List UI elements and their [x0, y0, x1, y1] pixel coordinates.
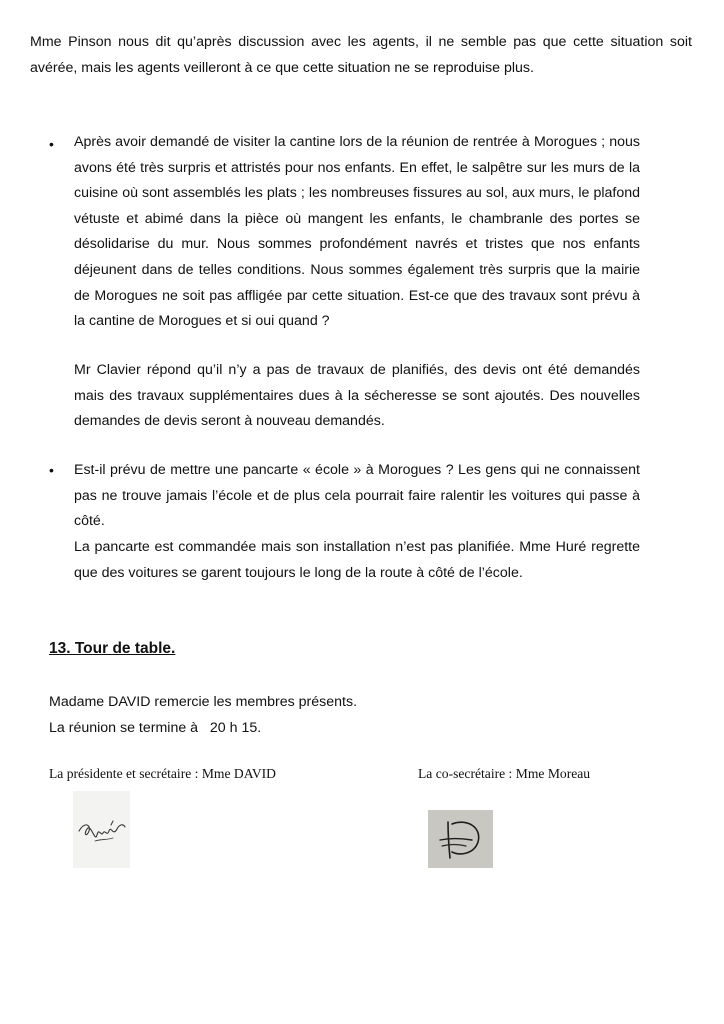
closing-line-thanks: Madame DAVID remercie les membres présents.	[49, 694, 358, 710]
handwritten-signature-icon	[428, 810, 493, 868]
signature-image-co-secretary	[428, 810, 493, 868]
closing-line-end-time: La réunion se termine à 20 h 15.	[49, 719, 262, 736]
section-heading: 13. Tour de table.	[49, 640, 176, 657]
closing-text	[49, 690, 549, 741]
signature-label-president: La présidente et secrétaire : Mme DAVID	[49, 766, 276, 781]
bullet-marker: •	[49, 136, 54, 152]
intro-paragraph: Mme Pinson nous dit qu’après discussion avec les agents, il ne semble pas que cette situation soit avérée, mais les agents veilleront à ce que cette situation ne se reproduise plus.	[30, 34, 692, 76]
bullet-marker: •	[49, 462, 54, 478]
handwritten-signature-icon	[73, 791, 130, 868]
signature-label-co-secretary: La co-secrétaire : Mme Moreau	[418, 766, 591, 781]
bullet-question-pancarte: Est-il prévu de mettre une pancarte « école » à Morogues ? Les gens qui ne connaissent pas ne trouve jamais l’école et de plus cela pourrait faire ralentir les voitures qui passe à côté.	[74, 462, 640, 530]
bullet-answer-cantine: Mr Clavier répond qu’il n’y a pas de travaux de planifiés, des devis ont été demandés mais des travaux supplémentaires dues à la sécheresse se sont ajoutés. Des nouvelles demandes de devis seront à nouveau demandés.	[74, 362, 640, 430]
signature-image-president	[73, 791, 130, 868]
bullet-question-cantine: Après avoir demandé de visiter la cantine lors de la réunion de rentrée à Morogues ; nous avons été très surpris et attristés pour nos enfants. En effet, le salpêtre sur les murs de la cuisine où sont assemblés les plats ; les nombreuses fissures au sol, aux murs, le plafond vétuste et abimé dans la pièce où mangent les enfants, le chambranle des portes se désolidarise du mur. Nous sommes profondément navrés et tristes que nos enfants déjeunent dans de telles conditions. Nous sommes également très surpris que la mairie de Morogues ne soit pas affligée par cette situation. Est-ce que des travaux sont prévu à la cantine de Morogues et si oui quand ?	[74, 134, 640, 330]
bullet-answer-pancarte: La pancarte est commandée mais son installation n’est pas planifiée. Mme Huré regrette que des voitures se garent toujours le long de la route à côté de l’école.	[74, 539, 640, 581]
